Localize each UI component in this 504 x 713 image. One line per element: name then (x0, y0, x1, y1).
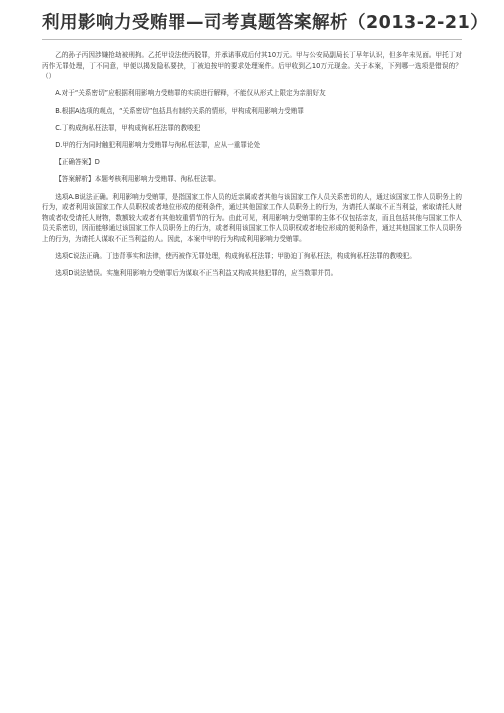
option-a: A.对于“关系密切”应根据利用影响力受贿罪的实质进行解释，不能仅从形式上限定为亲朋好友 (55, 89, 326, 98)
answer-analysis-heading: 【答案解析】本题考核利用影响力受贿罪、徇私枉法罪。 (55, 175, 221, 184)
title-divider (42, 39, 462, 40)
analysis-option-d: 选项D说法错误。实施利用影响力受贿罪后为谋取不正当利益又构成其他犯罪的，应当数罪并罚。 (55, 269, 338, 278)
analysis-option-ab: 选项A.B说法正确。利用影响力受贿罪，是指国家工作人员的近亲属或者其他与该国家工作人员关系密切的人，通过该国家工作人员职务上的行为，或者利用该国家工作人员职权或者地位形成的便利条件，通过其他国家工作人员职务上的行为，为请托人谋取不正当利益，索取请托人财物或者收受请托人财物，数额较大或者有其他较重情节的行为。由此可见，利用影响力受贿罪的主体不仅包括亲友，而且包括其他与国家工作人员关系密切，因而能够通过该国家工作人员职务上的行为，或者利用该国家工作人员职权或者地位形成的便利条件，通过其他国家工作人员职务上的行为，为请托人谋取不正当利益的人。因此，本案中甲的行为构成利用影响力受贿罪。 (42, 192, 462, 243)
correct-answer: 【正确答案】D (55, 158, 100, 167)
document-title: 利用影响力受贿罪—司考真题答案解析（2013-2-21） (42, 13, 489, 33)
document-body (42, 50, 462, 279)
option-d: D.甲的行为同时触犯利用影响力受贿罪与徇私枉法罪，应从一重罪论处 (55, 140, 261, 149)
option-b: B.根据A选项的观点，“关系密切”包括具有制约关系的情形，甲构成利用影响力受贿罪 (55, 106, 304, 115)
option-c: C.丁构成徇私枉法罪，甲构成徇私枉法罪的教唆犯 (55, 123, 201, 132)
question-stem: 乙的孙子丙因涉嫌抢劫被刑拘。乙托甲设法使丙脱罪，并承诺事成后付其10万元。甲与公安局副局长丁早年认识，但多年未见面。甲托丁对丙作无罪处理，丁不同意，甲便以揭发隐私要挟，丁被迫按甲的要求处理案件。后甲收到乙10万元现金。关于本案，下列哪一选项是错误的？（） (42, 51, 462, 81)
analysis-option-c: 选项C说法正确。丁违背事实和法律，使丙被作无罪处理，构成徇私枉法罪；甲胁迫丁徇私枉法，构成徇私枉法罪的教唆犯。 (55, 252, 416, 261)
